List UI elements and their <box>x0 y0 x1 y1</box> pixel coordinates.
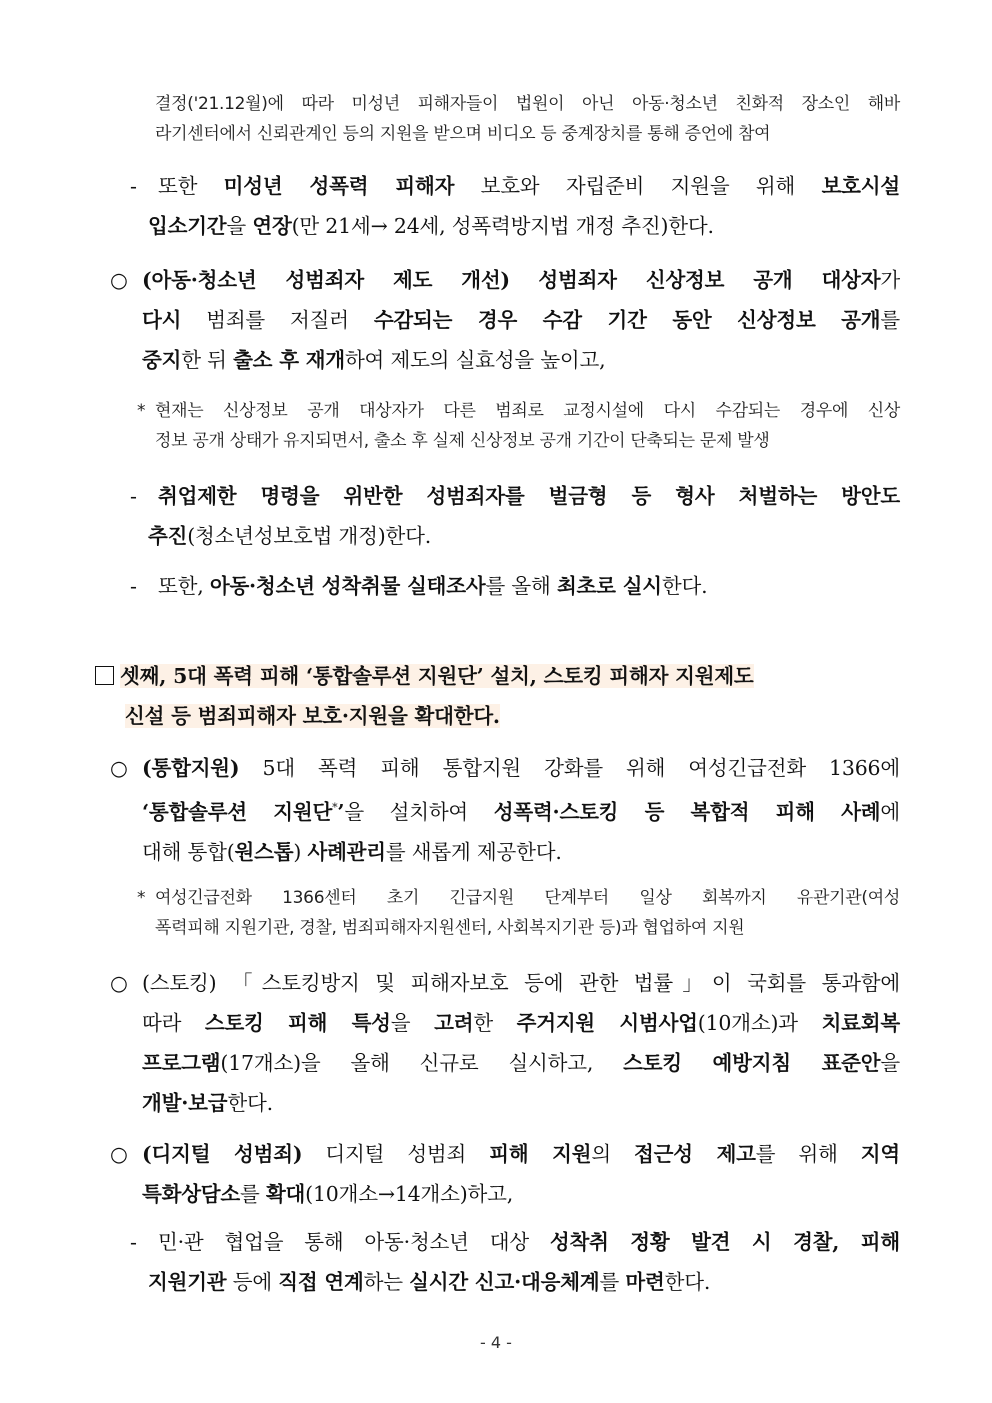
text-line <box>148 1262 900 1302</box>
page-number: - 4 - <box>480 1333 512 1352</box>
emphasis: 아동·청소년 성착취물 실태조사 <box>209 574 486 598</box>
text-run: 디지털 성범죄 <box>302 1142 490 1166</box>
dash-marker: - <box>130 484 137 508</box>
emphasis: 중지 <box>142 348 182 372</box>
text-run: 에 <box>880 799 900 824</box>
text-line: 여성긴급전화 1366센터 초기 긴급지원 단계부터 일상 회복까지 유관기관(여성 <box>155 888 900 908</box>
emphasis: 고려 <box>434 1011 474 1035</box>
text-line <box>142 1043 900 1083</box>
text-run: 를 <box>240 1182 266 1206</box>
emphasis: 지역 <box>860 1142 900 1166</box>
circle-bullet: ○ <box>110 268 128 292</box>
text-run: 한다. <box>227 1091 273 1115</box>
emphasis: 보호시설 <box>821 174 900 198</box>
text-run: 한다. <box>661 574 708 598</box>
text-run <box>510 268 538 292</box>
emphasis: 마련 <box>625 1270 665 1294</box>
dash-item-employment-ban <box>130 476 900 556</box>
emphasis: 최초로 실시 <box>556 574 662 598</box>
emphasis: 특화상담소 <box>142 1182 241 1206</box>
emphasis: 접근성 제고 <box>634 1142 756 1166</box>
text-run: 한 <box>473 1011 517 1035</box>
text-run: 따라 <box>142 1011 205 1035</box>
heading-line <box>95 656 900 696</box>
emphasis: 개발·보급 <box>142 1091 228 1115</box>
text-line: (스토킹) 「스토킹방지 및 피해자보호 등에 관한 법률」이 국회를 통과함에 <box>142 971 900 995</box>
text-run: 한 뒤 <box>181 348 234 372</box>
text-line: 현재는 신상정보 공개 대상자가 다른 범죄로 교정시설에 다시 수감되는 경우에 신상 <box>155 401 900 421</box>
dash-item-reporting-system <box>130 1222 900 1302</box>
text-run: 를 새롭게 제공한다. <box>385 839 562 864</box>
text-run: 의 <box>591 1142 635 1166</box>
emphasis: 미성년 성폭력 피해자 <box>223 174 455 198</box>
text-line <box>158 566 900 606</box>
text-line <box>142 788 900 832</box>
emphasis: 수감되는 경우 수감 기간 동안 신상정보 공개 <box>373 308 881 332</box>
emphasis: ‘통합솔루션 지원단 <box>142 799 333 824</box>
text-run: ) <box>293 839 308 864</box>
text-run: 민·관 협업을 통해 아동·청소년 대상 <box>158 1230 550 1254</box>
text-line <box>158 166 900 206</box>
circle-item-digital-crime <box>110 1134 900 1214</box>
text-run: (17개소)을 올해 신규로 실시하고, <box>220 1051 624 1075</box>
text-run: 하는 <box>363 1270 410 1294</box>
text-run: 등에 <box>226 1270 279 1294</box>
dash-item-shelter <box>130 166 900 246</box>
text-run: (청소년성보호법 개정)한다. <box>187 524 432 548</box>
emphasis: 추진 <box>148 524 188 548</box>
footnote-ref: * <box>332 801 338 814</box>
text-run: 를 <box>880 308 900 332</box>
text-run: (만 21세→ 24세, 성폭력방지법 개정 추진)한다. <box>291 214 714 238</box>
text-run: (10개소→14개소)하고, <box>305 1182 514 1206</box>
text-run: 대해 통합( <box>142 839 235 864</box>
emphasis: (디지털 성범죄) <box>142 1142 303 1166</box>
emphasis: 다시 <box>142 308 182 332</box>
text-run: 또한 <box>158 174 224 198</box>
text-line <box>142 1134 900 1174</box>
emphasis: (아동·청소년 성범죄자 제도 개선) <box>142 268 510 292</box>
emphasis: 입소기간 <box>148 214 227 238</box>
text-line <box>142 1174 900 1214</box>
emphasis: 원스톱 <box>234 839 294 864</box>
emphasis: 연장 <box>252 214 292 238</box>
emphasis: 스토킹 예방지침 표준안 <box>623 1051 881 1075</box>
text-run: 를 <box>599 1270 626 1294</box>
text-line <box>142 340 900 380</box>
dash-marker: - <box>130 574 137 598</box>
emphasis: 피해 지원 <box>489 1142 592 1166</box>
emphasis: ’ <box>337 799 345 824</box>
heading-line <box>125 696 900 736</box>
text-run: (10개소)과 <box>697 1011 822 1035</box>
text-run: 범죄를 저질러 <box>181 308 374 332</box>
text-line <box>148 206 900 246</box>
emphasis: 실시간 신고·대응체계 <box>409 1270 600 1294</box>
text-run: 을 <box>226 214 253 238</box>
asterisk-marker: * <box>137 888 146 908</box>
emphasis: 지원기관 <box>148 1270 227 1294</box>
text-run: 를 올해 <box>485 574 557 598</box>
text-line <box>142 1003 900 1043</box>
emphasis: 직접 연계 <box>278 1270 364 1294</box>
dash-marker: - <box>130 1230 137 1254</box>
text-run: 가 <box>880 268 900 292</box>
emphasis: 출소 후 재개 <box>233 348 345 372</box>
emphasis: 성폭력·스토킹 등 복합적 피해 사례 <box>493 799 881 824</box>
emphasis: 성착취 정황 발견 시 경찰, 피해 <box>549 1230 901 1254</box>
circle-item-integrated-support <box>110 748 900 872</box>
text-line <box>148 516 900 556</box>
emphasis: (통합지원) <box>142 756 240 780</box>
text-run: 을 <box>390 1011 435 1035</box>
intro-note <box>155 89 900 149</box>
text-run: 또한, <box>158 574 210 598</box>
text-line <box>158 1222 900 1262</box>
text-line <box>142 260 900 300</box>
text-run: 한다. <box>664 1270 711 1294</box>
section-heading <box>95 656 900 736</box>
text-line: 정보 공개 상태가 유지되면서, 출소 후 실제 신상정보 공개 기간이 단축되는 문제 발생 <box>155 431 770 451</box>
circle-bullet: ○ <box>110 756 128 780</box>
text-line <box>142 300 900 340</box>
emphasis: 주거지원 시범사업 <box>516 1011 698 1035</box>
emphasis: 확대 <box>265 1182 306 1206</box>
text-line <box>142 748 900 788</box>
intro-note-line: 라기센터에서 신뢰관계인 등의 지원을 받으며 비디오 등 중계장치를 통해 증언에 참여 <box>155 124 771 144</box>
text-run: 를 위해 <box>755 1142 861 1166</box>
text-line <box>142 832 900 872</box>
heading-text: 신설 등 범죄피해자 보호·지원을 확대한다. <box>125 704 500 728</box>
footnote-1366 <box>137 883 900 943</box>
dash-item-survey <box>130 566 900 606</box>
text-run: 을 <box>880 1051 900 1075</box>
asterisk-marker: * <box>137 401 146 421</box>
heading-text: 셋째, 5대 폭력 피해 ‘통합솔루션 지원단’ 설치, 스토킹 피해자 지원제도 <box>120 664 754 688</box>
text-run: 5대 폭력 피해 통합지원 강화를 위해 여성긴급전화 1366에 <box>239 756 900 780</box>
footnote-disclosure <box>137 396 900 456</box>
text-line: 취업제한 명령을 위반한 성범죄자를 벌금형 등 형사 처벌하는 방안도 <box>158 484 900 508</box>
intro-note-line: 결정('21.12월)에 따라 미성년 피해자들이 법원이 아닌 아동·청소년 친화적 장소인 해바 <box>155 94 900 114</box>
dash-marker: - <box>130 174 137 198</box>
circle-bullet: ○ <box>110 1142 128 1166</box>
text-line <box>142 1083 900 1123</box>
text-run: 보호와 자립준비 지원을 위해 <box>454 174 822 198</box>
text-line: 폭력피해 지원기관, 경찰, 범죄피해자지원센터, 사회복지기관 등)과 협업하여 지원 <box>155 918 745 938</box>
emphasis: 프로그램 <box>142 1051 221 1075</box>
emphasis: 성범죄자 신상정보 공개 대상자 <box>538 268 881 292</box>
emphasis: 치료회복 <box>821 1011 900 1035</box>
circle-item-offender-system <box>110 260 900 380</box>
text-run: 하여 제도의 실효성을 높이고, <box>344 348 606 372</box>
circle-item-stalking <box>110 963 900 1123</box>
text-run: 을 설치하여 <box>344 799 494 824</box>
circle-bullet: ○ <box>110 971 128 995</box>
emphasis: 사례관리 <box>307 839 386 864</box>
checkbox-square-icon <box>95 666 114 685</box>
emphasis: 스토킹 피해 특성 <box>204 1011 391 1035</box>
